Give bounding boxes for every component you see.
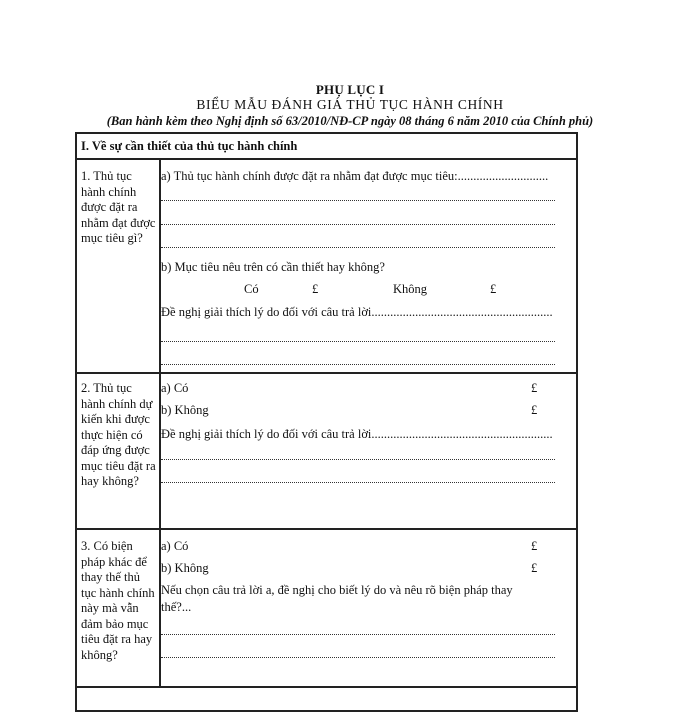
q2-explain: Đề nghị giải thích lý do đối với câu trả lời.......................................................... (161, 427, 553, 441)
q1-answer-a: a) Thủ tục hành chính được đặt ra nhằm đạt được mục tiêu:............................. (161, 169, 549, 183)
answer-line[interactable] (161, 224, 555, 225)
q1-yes-checkbox[interactable]: £ (312, 282, 319, 296)
q3-answer-a: a) Có (161, 539, 189, 553)
question-1: 1. Thủ tục hành chính được đặt ra nhằm đạt được mục tiêu gì? (81, 169, 156, 245)
answer-line[interactable] (161, 341, 555, 342)
q2-yes-checkbox[interactable]: £ (531, 381, 538, 395)
answer-line[interactable] (161, 364, 555, 365)
q2-answer-a: a) Có (161, 381, 189, 395)
section-title: I. Về sự cần thiết của thủ tục hành chính (81, 139, 298, 153)
q3-explain-line2: thế?... (161, 600, 192, 614)
q2-answer-b: b) Không (161, 403, 209, 417)
question-2: 2. Thủ tục hành chính dự kiến khi được thực hiện có đáp ứng được mục tiêu đặt ra hay không? (81, 381, 156, 488)
q3-answer-b: b) Không (161, 561, 209, 575)
q3-yes-checkbox[interactable]: £ (531, 539, 538, 553)
q2-no-checkbox[interactable]: £ (531, 403, 538, 417)
q1-no-label: Không (393, 282, 428, 296)
row-divider (75, 158, 578, 160)
appendix-title: PHỤ LỤC I (315, 82, 385, 97)
row-divider (75, 686, 578, 688)
answer-line[interactable] (161, 459, 555, 460)
q1-answer-b: b) Mục tiêu nêu trên có cần thiết hay không? (161, 260, 385, 274)
answer-line[interactable] (161, 482, 555, 483)
decree-subtitle: (Ban hành kèm theo Nghị định số 63/2010/NĐ-CP ngày 08 tháng 6 năm 2010 của Chính phủ) (106, 114, 594, 128)
q3-explain-line1: Nếu chọn câu trả lời a, đề nghị cho biết lý do và nêu rõ biện pháp thay (161, 583, 513, 597)
q1-explain: Đề nghị giải thích lý do đối với câu trả lời.......................................................... (161, 305, 553, 319)
q1-no-checkbox[interactable]: £ (490, 282, 497, 296)
row-divider (75, 528, 578, 530)
form-title: BIỂU MẪU ĐÁNH GIÁ THỦ TỤC HÀNH CHÍNH (196, 97, 504, 112)
q3-no-checkbox[interactable]: £ (531, 561, 538, 575)
answer-line[interactable] (161, 247, 555, 248)
answer-line[interactable] (161, 657, 555, 658)
answer-line[interactable] (161, 200, 555, 201)
question-3: 3. Có biện pháp khác để thay thế thủ tục hành chính này mà vẫn đảm bảo mục tiêu đặt ra hay không? (81, 539, 155, 662)
answer-line[interactable] (161, 634, 555, 635)
row-divider (75, 372, 578, 374)
q1-yes-label: Có (244, 282, 259, 296)
